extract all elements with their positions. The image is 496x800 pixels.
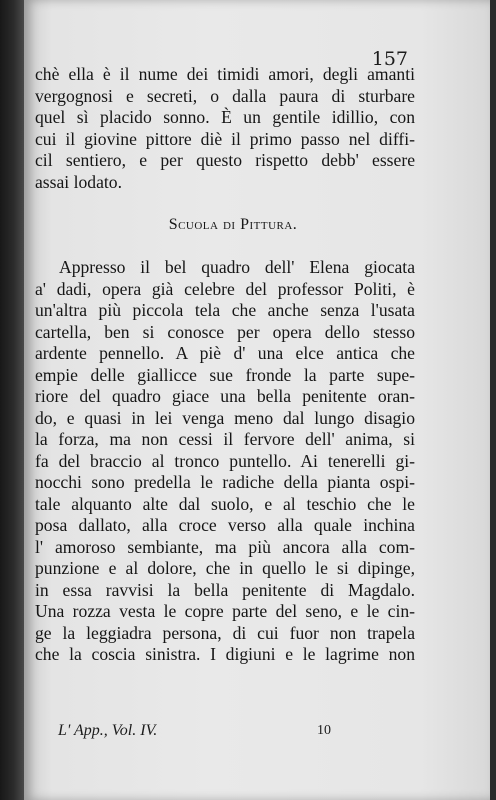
text-line: punzione e al dolore, che in quello le si dipinge, — [35, 558, 415, 578]
paragraph-2 — [35, 257, 415, 666]
text-line: quel sì placido sonno. È un gentile idillio, con — [35, 107, 415, 127]
text-line: chè ella è il nume dei timidi amori, degli amanti — [35, 64, 415, 84]
text-line: cil sentiero, e per questo rispetto debb' essere — [35, 150, 415, 170]
text-line: l' amoroso sembiante, ma più ancora alla com- — [35, 536, 415, 557]
sheet-number: 10 — [317, 723, 331, 738]
text-line: ge la leggiadra persona, di cui fuor non trapela — [35, 622, 415, 643]
text-line: do, e quasi in lei venga meno dal lungo disagio — [35, 407, 415, 428]
text-line: ardente pennello. A piè d' una elce antica che — [35, 343, 415, 363]
text-line: Una rozza vesta le copre parte del seno, e le cin- — [35, 601, 415, 621]
text-line: tale alquanto alte dal suolo, e al teschio che le — [35, 493, 415, 514]
text-line: cartella, ben si conosce per opera dello stesso — [35, 321, 415, 342]
text-line: empie delle giallicce sue fronde la parte supe- — [35, 364, 415, 385]
text-line: posa dallato, alla croce verso alla quale inchina — [35, 515, 415, 535]
text-line: che la coscia sinistra. I digiuni e le lagrime non — [35, 644, 415, 664]
text-line: la forza, ma non cessi il fervore dell' anima, si — [35, 429, 415, 449]
page-number: 157 — [371, 48, 408, 70]
text-line: cui il giovine pittore diè il primo passo nel diffi- — [35, 128, 415, 149]
text-line: vergognosi e secreti, o dalla paura di sturbare — [35, 85, 415, 106]
paragraph-1 — [35, 64, 415, 193]
text-line: fa del braccio al tronco puntello. Ai tenerelli gi- — [35, 450, 415, 471]
signature-mark: L' App., Vol. IV. — [58, 722, 158, 739]
section-heading: Scuola di Pittura. — [168, 216, 298, 233]
text-line: assai lodato. — [35, 171, 122, 192]
text-line: Appresso il bel quadro dell' Elena giocata — [59, 257, 415, 277]
text-line: in essa ravvisi la bella penitente di Magdalo. — [35, 579, 415, 600]
text-line: un'altra più piccola tela che anche senza l'usata — [35, 300, 415, 320]
text-line: nocchi sono predella le radiche della pianta ospi- — [35, 472, 415, 492]
page-text — [35, 64, 415, 666]
text-line: a' dadi, opera già celebre del professor Politi, è — [35, 278, 415, 299]
page-footer — [58, 722, 358, 740]
book-page — [24, 0, 490, 800]
text-line: riore del quadro giace una bella penitente oran- — [35, 386, 415, 406]
